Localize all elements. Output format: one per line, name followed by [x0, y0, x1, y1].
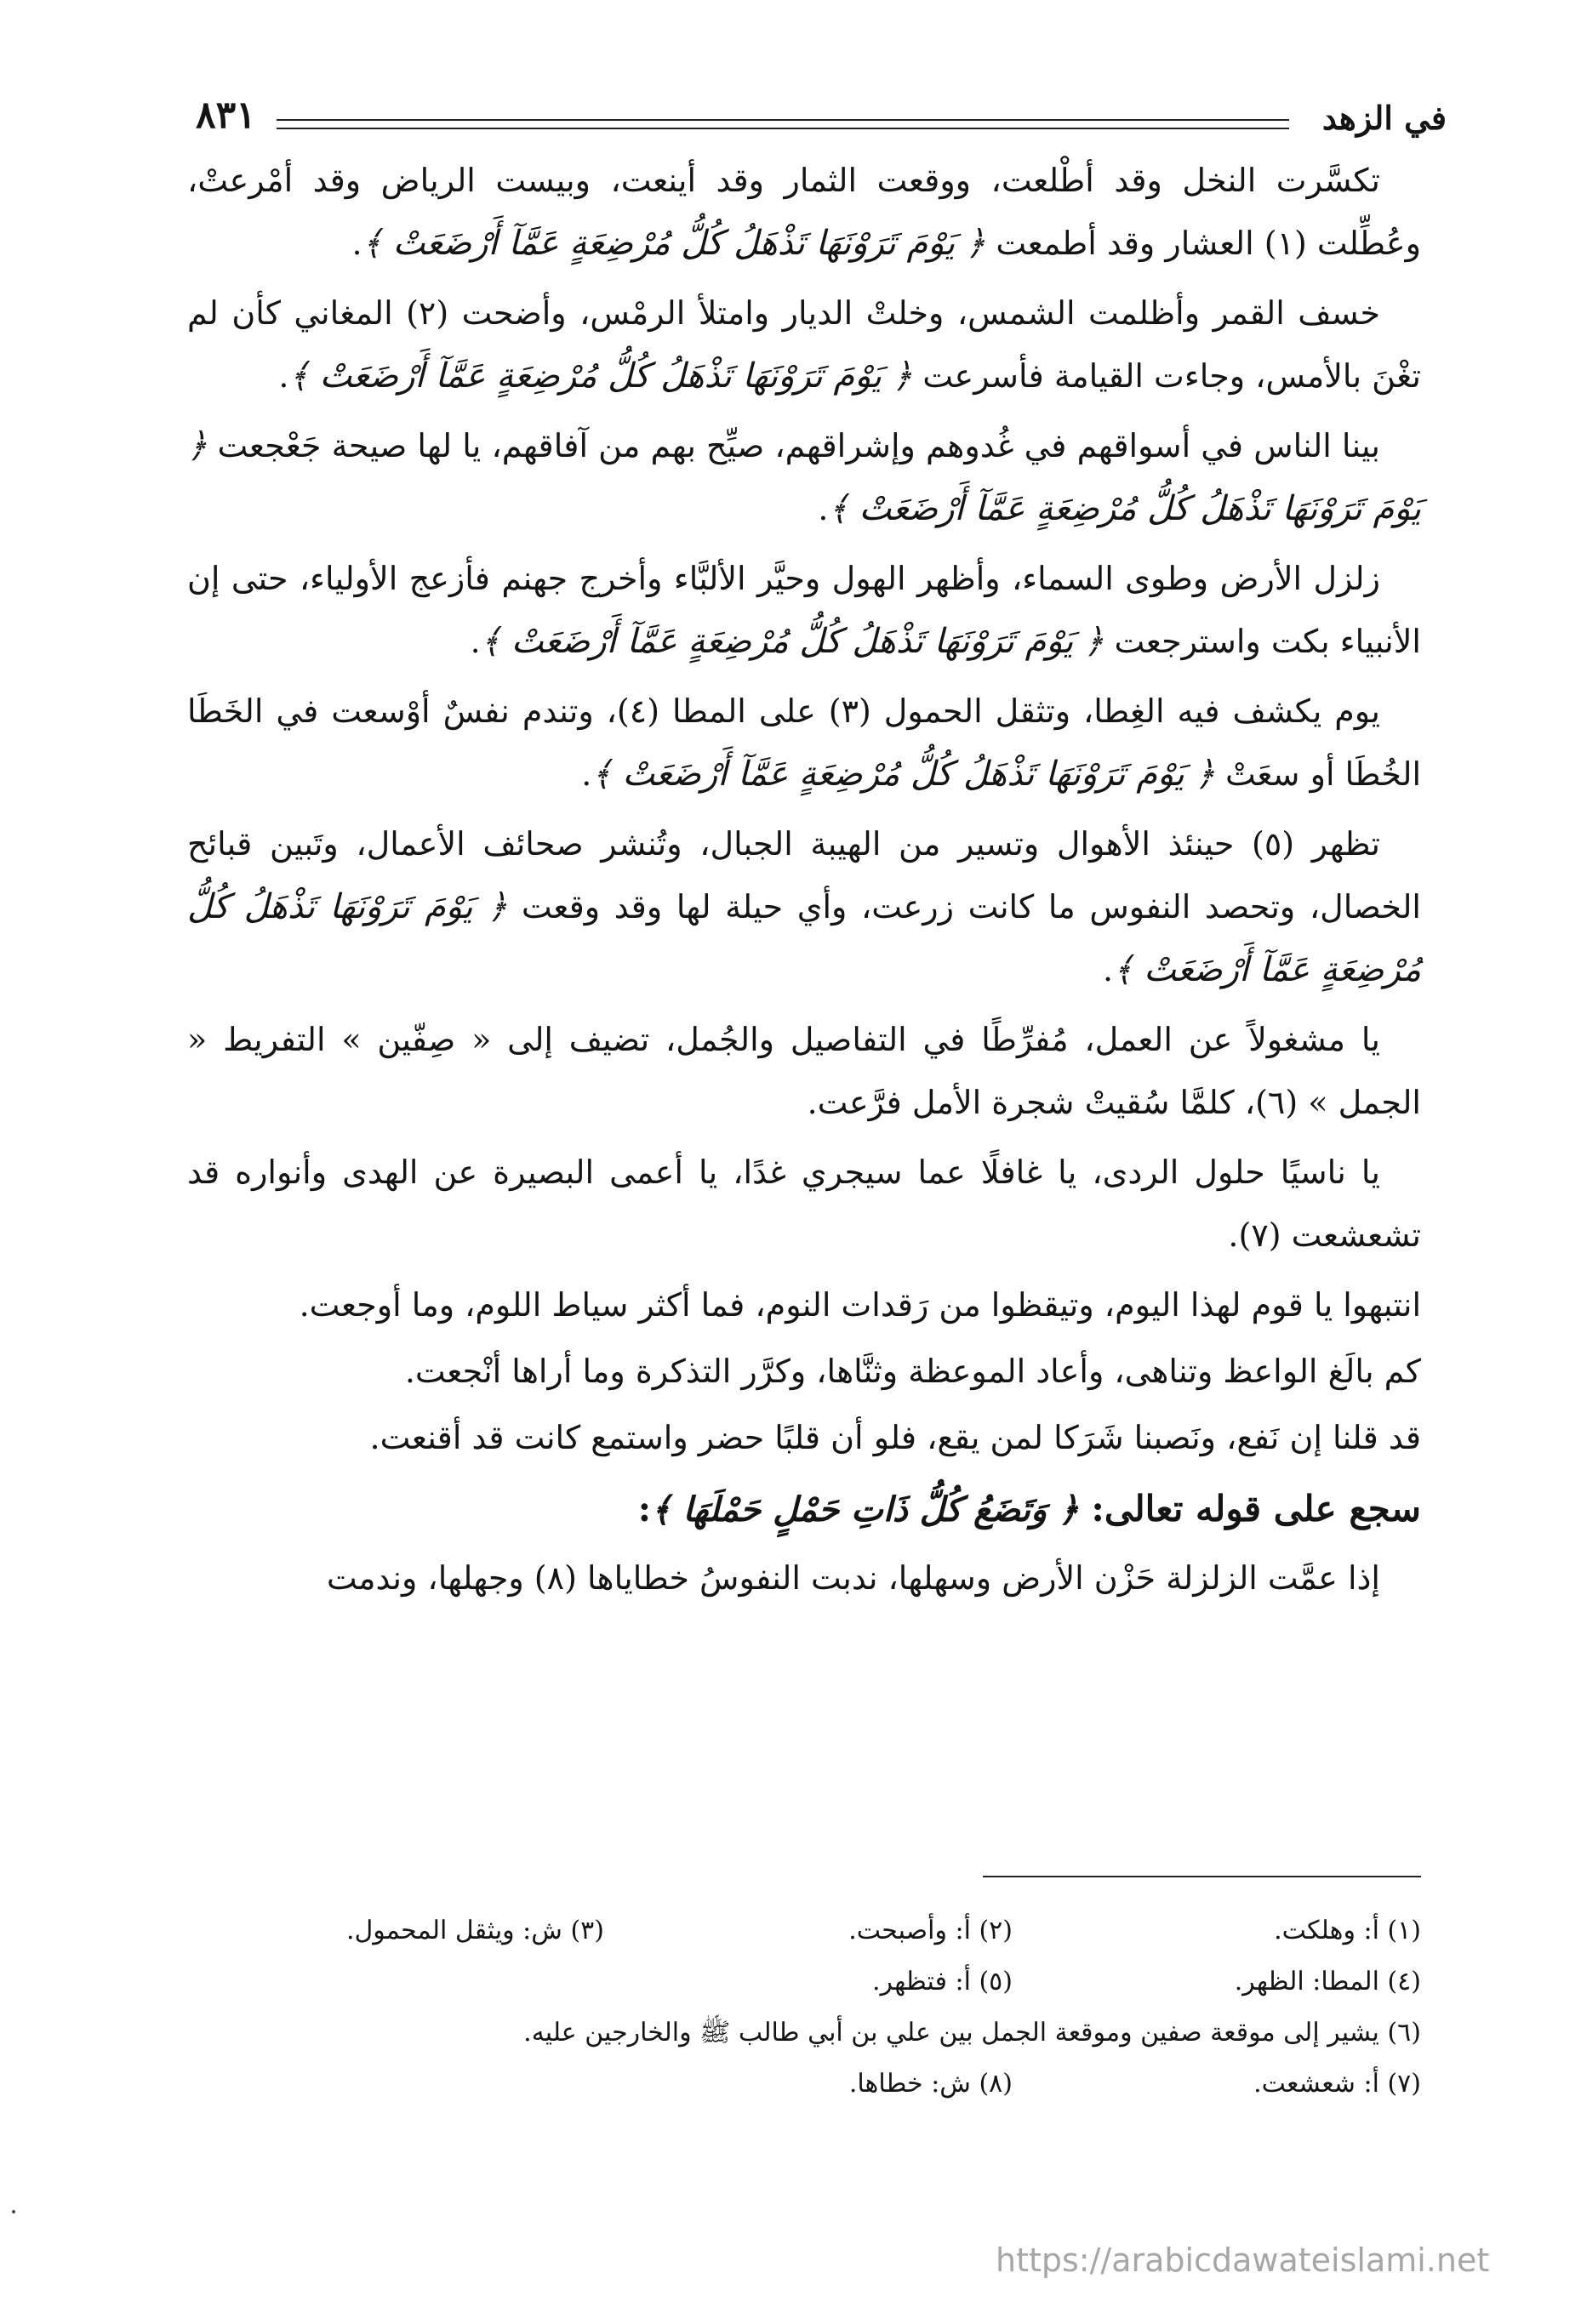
section-heading — [187, 1478, 1421, 1541]
footnote-7: (٧) أ: شعشعت. — [1253, 2069, 1421, 2099]
page-number: ٨٣١ — [196, 94, 256, 137]
footnote-4: (٤) المطا: الظهر. — [1234, 1967, 1421, 1996]
footnote-row — [187, 2059, 1421, 2110]
main-text — [187, 149, 1421, 1616]
footnote-5: (٥) أ: فتظهر. — [872, 1967, 1013, 1996]
paragraph-text: . — [1102, 951, 1114, 988]
paragraph-4 — [187, 547, 1421, 673]
footnote-6: (٦) يشير إلى موقعة صفين وموقعة الجمل بين علي بن أبي طالب ﷺ والخارجين عليه. — [523, 2018, 1421, 2048]
section-heading-text: سجع على قوله تعالى: — [1078, 1488, 1421, 1529]
page-header — [170, 92, 1447, 143]
footnote-separator — [983, 1876, 1421, 1877]
paragraph-text: . — [470, 623, 481, 660]
paragraph-text: . — [278, 357, 289, 395]
paragraph-8 — [187, 1141, 1421, 1267]
footnotes — [187, 1905, 1421, 2110]
footnote-2: (٢) أ: وأصبحت. — [848, 1916, 1013, 1945]
footnote-1: (١) أ: وهلكت. — [1274, 1916, 1421, 1945]
footnote-8: (٨) ش: خطاها. — [848, 2069, 1013, 2099]
quran-verse: ﴿ يَوْمَ تَرَوْنَهَا تَذْهَلُ كُلُّ مُرْضِعَةٍ عَمَّآ أَرْضَعَتْ ﴾ — [187, 887, 1421, 989]
paragraph-6 — [187, 812, 1421, 1001]
paragraph-text: خسف القمر وأظلمت الشمس، وخلتْ الديار وامتلأ الرمْس، وأضحت (٢) المغاني كأن لم تغْنَ بالأمس، وجاءت القيامة فأسرعت — [187, 294, 1421, 395]
paragraph-text: تكسَّرت النخل وقد أطْلعت، ووقعت الثمار وقد أينعت، وبيست الرياض وقد أمْرعتْ، وعُطِّلت (١) العشار وقد أطمعت — [187, 162, 1421, 262]
flat-line-3: قد قلنا إن نَفع، ونَصبنا شَرَكا لمن يقع، فلو أن قلبًا حضر واستمع كانت قد أقنعت. — [369, 1419, 1421, 1456]
scan-speck — [12, 2210, 15, 2213]
quran-verse: ﴿ يَوْمَ تَرَوْنَهَا تَذْهَلُ كُلُّ مُرْضِعَةٍ عَمَّآ أَرْضَعَتْ ﴾ — [288, 356, 913, 396]
paragraph-text: . — [581, 755, 592, 793]
flat-line-2: كم بالَغ الواعظ وتناهى، وأعاد الموعظة وثنَّاها، وكرَّر التذكرة وما أراها أنْجعت. — [404, 1353, 1421, 1390]
footnote-row — [187, 2008, 1421, 2059]
source-watermark: https://arabicdawateislami.net — [996, 2241, 1490, 2279]
paragraph-text: زلزل الأرض وطوى السماء، وأظهر الهول وحيَّر الألبَّاء وأخرج جهنم فأزعج الأولياء، حتى إن الأنبياء بكت واسترجعت — [187, 560, 1421, 660]
flat-line-1: انتبهوا يا قوم لهذا اليوم، وتيقظوا من رَقدات النوم، فما أكثر سياط اللوم، وما أوجعت. — [299, 1286, 1421, 1324]
paragraph-1 — [187, 149, 1421, 275]
quran-verse: ﴿ يَوْمَ تَرَوْنَهَا تَذْهَلُ كُلُّ مُرْضِعَةٍ عَمَّآ أَرْضَعَتْ ﴾ — [362, 224, 986, 263]
quran-verse: ﴿ يَوْمَ تَرَوْنَهَا تَذْهَلُ كُلُّ مُرْضِعَةٍ عَمَّآ أَرْضَعَتْ ﴾ — [187, 426, 1421, 528]
footnote-row — [187, 1905, 1421, 1957]
section-first-line: إذا عمَّت الزلزلة حَزْن الأرض وسهلها، ندبت النفوسُ خطاياها (٨) وجهلها، وندمت — [326, 1559, 1380, 1597]
paragraph-3 — [187, 414, 1421, 540]
paragraph-text: يا مشغولاً عن العمل، مُفرِّطًا في التفاصيل والجُمل، تضيف إلى « صِفّين » التفريط « الجمل » (٦)، كلمَّا سُقيتْ شجرة الأمل فرَّعت. — [187, 1021, 1421, 1121]
paragraph-text: تظهر (٥) حينئذ الأهوال وتسير من الهيبة الجبال، وتُنشر صحائف الأعمال، وتَبين قبائح الخصال، وتحصد النفوس ما كانت زرعت، وأي حيلة لها وقد وقعت — [187, 825, 1421, 926]
paragraph-5 — [187, 680, 1421, 806]
paragraph-text: بينا الناس في أسواقهم في غُدوهم وإشراقهم، صيِّح بهم من آفاقهم، يا لها صيحة جَعْجعت — [207, 427, 1380, 464]
paragraph-text: . — [351, 225, 362, 262]
paragraph-text: يا ناسيًا حلول الردى، يا غافلًا عما سيجري غدًا، يا أعمى البصيرة عن الهدى وأنواره قد تشعشعت (٧). — [187, 1153, 1421, 1254]
paragraph-text: . — [818, 490, 829, 527]
footnote-row — [187, 1957, 1421, 2008]
quran-verse: ﴿ وَتَضَعُ كُلُّ ذَاتِ حَمْلٍ حَمْلَهَا ﴾ — [651, 1490, 1079, 1529]
section-heading-colon: : — [637, 1488, 652, 1529]
footnote-3: (٣) ش: ويثقل المحمول. — [345, 1916, 604, 1945]
paragraph-text: يوم يكشف فيه الغِطا، وتثقل الحمول (٣) على المطا (٤)، وتندم نفسٌ أوْسعت في الخَطَا الخُطَا أو سعَتْ — [187, 692, 1421, 793]
paragraph-7 — [187, 1008, 1421, 1134]
quran-verse: ﴿ يَوْمَ تَرَوْنَهَا تَذْهَلُ كُلُّ مُرْضِعَةٍ عَمَّآ أَرْضَعَتْ ﴾ — [591, 755, 1215, 794]
header-double-rule — [277, 119, 1289, 129]
running-title: في الزهد — [1321, 99, 1447, 137]
quran-verse: ﴿ يَوْمَ تَرَوْنَهَا تَذْهَلُ كُلُّ مُرْضِعَةٍ عَمَّآ أَرْضَعَتْ ﴾ — [480, 622, 1104, 661]
paragraph-2 — [187, 282, 1421, 407]
